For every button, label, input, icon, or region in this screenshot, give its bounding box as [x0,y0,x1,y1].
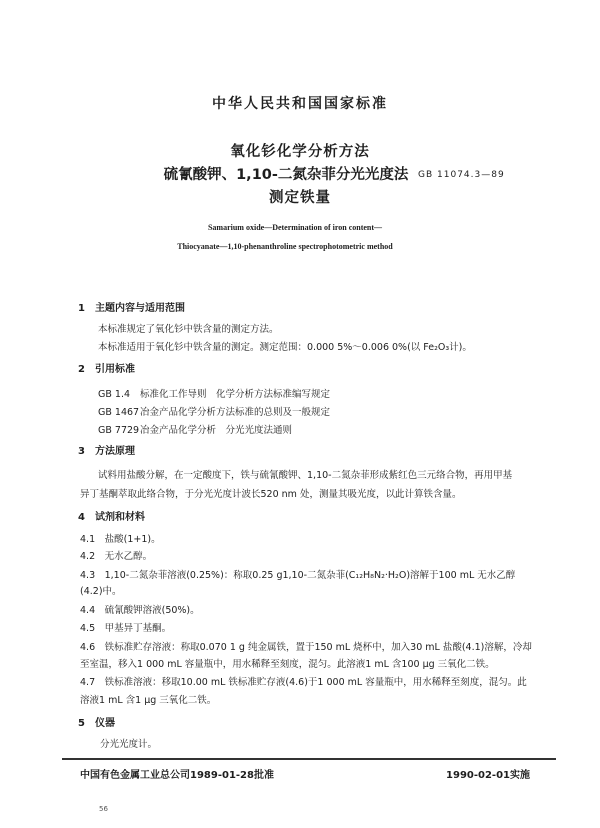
reference-item [98,407,330,419]
country-standard-header: 中华人民共和国国家标准 [212,96,388,112]
reference-code: GB 1467 [98,407,140,418]
english-title-line-1: Samarium oxide—Determination of iron content— [207,223,383,232]
standard-number: GB 11074.3—89 [418,170,505,180]
section-5-paragraph: 分光光度计。 [100,739,158,750]
effective-date: 1990-02-01实施 [446,770,530,781]
english-title-line-2: Thiocyanate—1,10-phenanthroline spectrophotometric method [177,242,393,251]
title-line-2: 硫氰酸钾、1,10-二氮杂菲分光光度法 [163,167,409,183]
reagent-item: 至室温，移入1 000 mL 容量瓶中，用水稀释至刻度，混匀。此溶液1 mL 含100 μg 三氧化二铁。 [80,659,495,670]
title-line-1: 氧化钐化学分析方法 [230,144,370,160]
reagent-item: 4.5 甲基异丁基酮。 [80,623,172,634]
section-2-heading: 2 引用标准 [78,364,135,375]
reagent-item: 4.3 1,10-二氮杂菲溶液(0.25%)：称取0.25 g1,10-二氮杂菲(C₁₂H₈N₂·H₂O)溶解于100 mL 无水乙醇 [80,570,516,581]
reagent-item: (4.2)中。 [80,586,122,597]
section-5-heading: 5 仪器 [78,718,115,729]
section-3-paragraph: 异丁基酮萃取此络合物，于分光光度计波长520 nm 处，测量其吸光度，以此计算铁含量。 [80,489,462,500]
footer-divider [62,758,556,760]
reagent-item: 4.2 无水乙醇。 [80,551,153,562]
section-3-heading: 3 方法原理 [78,446,135,457]
reagent-item: 4.7 铁标准溶液：移取10.00 mL 铁标准贮存液(4.6)于1 000 mL 容量瓶中，用水稀释至刻度，混匀。此 [80,677,527,688]
reagent-item: 4.1 盐酸(1+1)。 [80,534,161,545]
title-line-3: 测定铁量 [269,190,331,206]
section-1-paragraph: 本标准规定了氧化钐中铁含量的测定方法。 [98,324,279,335]
reagent-item: 4.4 硫氰酸钾溶液(50%)。 [80,605,200,616]
reference-item [98,425,292,437]
approval-note: 中国有色金属工业总公司1989-01-28批准 [80,770,274,781]
section-4-heading: 4 试剂和材料 [78,512,145,523]
reference-item [98,389,330,401]
reference-title: 冶金产品化学分析方法标准的总则及一般规定 [140,407,331,418]
reference-title: 冶金产品化学分析 分光光度法通则 [140,425,293,436]
reagent-item: 溶液1 mL 含1 μg 三氧化二铁。 [80,695,217,706]
reference-code: GB 1.4 [98,389,131,400]
reagent-item: 4.6 铁标准贮存溶液：称取0.070 1 g 纯金属铁，置于150 mL 烧杯中，加入30 mL 盐酸(4.1)溶解，冷却 [80,642,532,653]
reference-title: 标准化工作导则 化学分析方法标准编写规定 [140,389,331,400]
page-number: 56 [99,805,108,813]
reference-code: GB 7729 [98,425,140,436]
section-3-paragraph: 试料用盐酸分解，在一定酸度下，铁与硫氰酸钾、1,10-二氮杂菲形成紫红色三元络合物，再用甲基 [98,470,513,481]
section-1-heading: 1 主题内容与适用范围 [78,303,185,314]
section-1-paragraph: 本标准适用于氧化钐中铁含量的测定。测定范围：0.000 5%～0.006 0%(以 Fe₂O₃计)。 [98,342,472,353]
